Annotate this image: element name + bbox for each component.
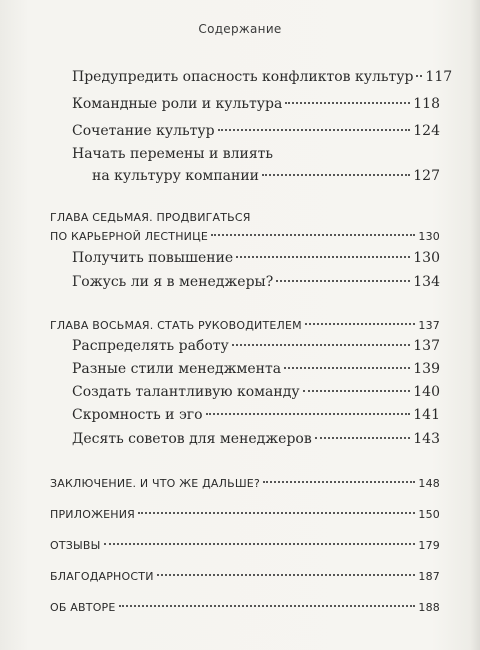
toc-entry-label: Разные стили менеджмента <box>72 361 282 377</box>
dot-leader <box>211 234 415 236</box>
toc-entry-label: Десять советов для менеджеров <box>72 431 312 447</box>
dot-leader <box>276 280 410 282</box>
dot-leader <box>305 323 416 325</box>
toc-page-number: 150 <box>418 508 440 521</box>
dot-leader <box>206 413 411 415</box>
toc-entry-management-styles[interactable] <box>72 361 440 377</box>
toc-page-number: 143 <box>413 431 440 447</box>
toc-entry-talented-team[interactable] <box>72 384 440 400</box>
toc-appendices[interactable] <box>50 508 440 521</box>
dot-leader <box>236 256 410 258</box>
dot-leader <box>232 344 410 346</box>
toc-entry-fit-manager[interactable] <box>72 274 440 290</box>
toc-page-number: 134 <box>413 274 440 290</box>
toc-page-number: 137 <box>413 338 440 354</box>
toc-conclusion[interactable] <box>50 477 440 490</box>
dot-leader <box>284 367 410 369</box>
toc-entry-promotion[interactable] <box>72 250 440 266</box>
toc-entry-label: Получить повышение <box>72 250 234 266</box>
toc-entry-label: Скромность и эго <box>72 407 203 423</box>
dot-leader <box>218 129 411 131</box>
dot-leader <box>285 102 410 104</box>
toc-entry-team-roles[interactable] <box>72 96 440 112</box>
toc-page-number: 118 <box>413 96 440 112</box>
dot-leader <box>104 543 416 545</box>
toc-entry-modesty-ego[interactable] <box>72 407 440 423</box>
toc-chapter-label: БЛАГОДАРНОСТИ <box>50 570 154 583</box>
toc-page-number: 117 <box>425 69 453 85</box>
toc-page-number: 179 <box>418 539 440 552</box>
toc-entry-label: Командные роли и культура <box>72 96 283 112</box>
page-header: Содержание <box>198 22 282 36</box>
toc-chapter-label: ЗАКЛЮЧЕНИЕ. И ЧТО ЖЕ ДАЛЬШЕ? <box>50 477 260 490</box>
dot-leader <box>119 605 416 607</box>
toc-page-number: 139 <box>413 361 440 377</box>
toc-chapter-label: ОБ АВТОРЕ <box>50 601 116 614</box>
toc-chapter-seven[interactable] <box>50 230 440 243</box>
dot-leader <box>262 174 410 176</box>
toc-entry-label: Создать талантливую команду <box>72 384 300 400</box>
toc-entry-delegate[interactable] <box>72 338 440 354</box>
dot-leader <box>138 512 415 514</box>
toc-page-number: 140 <box>413 384 440 400</box>
toc-entry-label: Гожусь ли я в менеджеры? <box>72 274 274 290</box>
toc-chapter-eight[interactable] <box>50 319 440 332</box>
page-gutter-shade <box>470 0 480 650</box>
toc-entry-combining-cultures[interactable] <box>72 123 440 139</box>
toc-entry-label: на культуру компании <box>92 168 260 184</box>
toc-entry-ten-tips[interactable] <box>72 431 440 447</box>
toc-entry-conflicts[interactable] <box>72 69 453 85</box>
dot-leader <box>303 390 411 392</box>
toc-page-number: 137 <box>418 319 440 332</box>
toc-entry-label-line1: Начать перемены и влиять <box>72 146 274 162</box>
toc-entry-label: Сочетание культур <box>72 123 215 139</box>
toc-chapter-label: ГЛАВА ВОСЬМАЯ. СТАТЬ РУКОВОДИТЕЛЕМ <box>50 319 302 332</box>
toc-page-number: 130 <box>413 250 440 266</box>
toc-page-number: 187 <box>418 570 440 583</box>
toc-page-number: 188 <box>418 601 440 614</box>
toc-chapter-label: ПО КАРЬЕРНОЙ ЛЕСТНИЦЕ <box>50 230 208 243</box>
dot-leader <box>157 574 416 576</box>
toc-chapter-label: ОТЗЫВЫ <box>50 539 101 552</box>
dot-leader <box>315 437 411 439</box>
toc-entry-influence-culture[interactable] <box>92 168 440 184</box>
chapter-heading-line1: ГЛАВА СЕДЬМАЯ. ПРОДВИГАТЬСЯ <box>50 211 251 224</box>
toc-acknowledgements[interactable] <box>50 570 440 583</box>
toc-page-number: 141 <box>413 407 440 423</box>
toc-page-number: 148 <box>418 477 440 490</box>
toc-entry-label: Предупредить опасность конфликтов культур <box>72 69 414 85</box>
toc-about-author[interactable] <box>50 601 440 614</box>
toc-page-number: 130 <box>418 230 440 243</box>
toc-page-number: 127 <box>413 168 440 184</box>
dot-leader <box>263 481 415 483</box>
toc-reviews[interactable] <box>50 539 440 552</box>
toc-page-number: 124 <box>413 123 440 139</box>
dot-leader <box>416 75 422 77</box>
toc-chapter-label: ПРИЛОЖЕНИЯ <box>50 508 136 521</box>
toc-entry-label: Распределять работу <box>72 338 229 354</box>
